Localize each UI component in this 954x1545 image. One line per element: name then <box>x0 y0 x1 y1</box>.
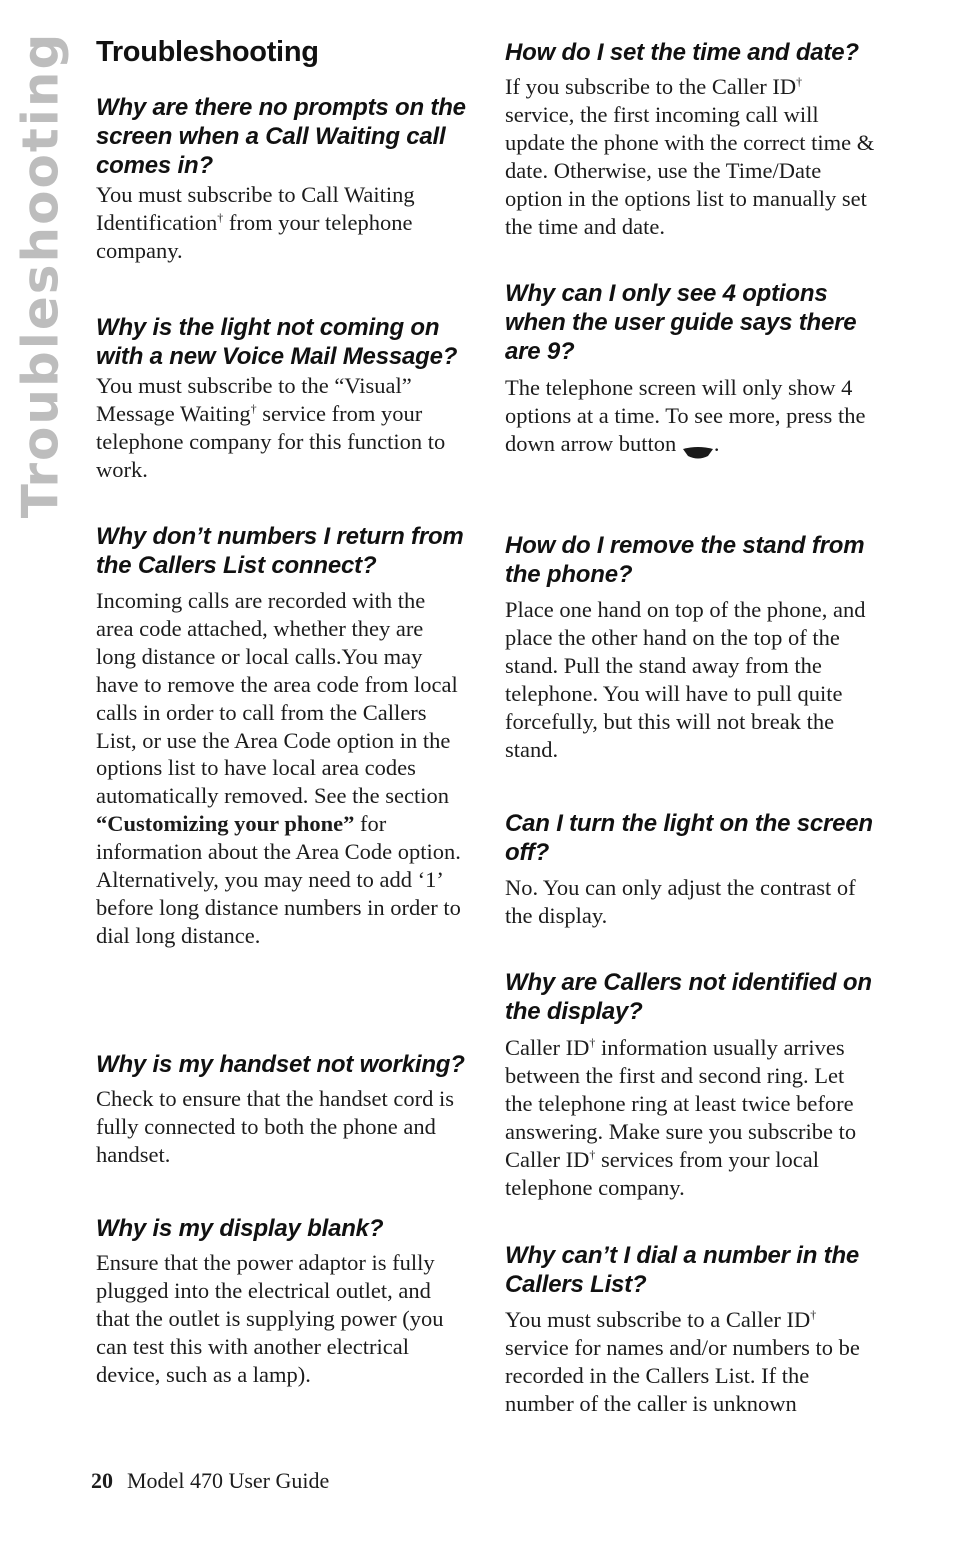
question-voice-mail-light: Why is the light not coming on with a new Voice Mail Message? <box>96 314 458 370</box>
question-four-options: Why can I only see 4 options when the user guide says there are 9? <box>505 280 857 365</box>
answer-call-waiting: You must subscribe to Call Waiting Identification† from your telephone company. <box>96 182 415 263</box>
answer-callers-not-identified: Caller ID† information usually arrives between the first and second ring. Let the telephone ring at least twice before answering. Make sure you subscribe to Caller ID† services from your local telephone company. <box>505 1035 857 1200</box>
footer-guide-title: Model 470 User Guide <box>127 1468 330 1493</box>
question-handset: Why is my handset not working? <box>96 1051 465 1078</box>
answer-remove-stand: Place one hand on top of the phone, and place the other hand on the top of the stand. Pull the stand away from the telephone. You will have to pull quite forcefully, but this will not break the stand. <box>505 597 866 762</box>
question-display-blank: Why is my display blank? <box>96 1215 384 1242</box>
question-call-waiting: Why are there no prompts on the screen when a Call Waiting call comes in? <box>96 94 466 179</box>
answer-display-blank: Ensure that the power adaptor is fully plugged into the electrical outlet, and that the outlet is supplying power (you can test this with another electrical device, such as a lamp). <box>96 1250 444 1387</box>
down-arrow-button-icon <box>682 439 714 453</box>
question-remove-stand: How do I remove the stand from the phone? <box>505 532 865 588</box>
side-tab-label: Troubleshooting <box>11 31 70 519</box>
answer-screen-light: No. You can only adjust the contrast of the display. <box>505 875 856 928</box>
answer-dial-callers-list: You must subscribe to a Caller ID† service for names and/or numbers to be recorded in the Callers List. If the number of the caller is unknown <box>505 1307 860 1416</box>
answer-handset: Check to ensure that the handset cord is fully connected to both the phone and handset. <box>96 1086 455 1167</box>
section-side-tab <box>11 31 70 519</box>
page-title: Troubleshooting <box>96 36 319 68</box>
answer-voice-mail-light: You must subscribe to the “Visual” Message Waiting† service from your telephone company for this function to work. <box>96 373 446 482</box>
answer-callers-list-connect: Incoming calls are recorded with the area code attached, whether they are long distance or local calls.You may have to remove the area code from local calls in order to call from the Callers List, or use the Area Code option in the options list to have local area codes automatically removed. See the section “Customizing your phone” for information about the Area Code option. Alternatively, you may need to add ‘1’ before long distance numbers in order to dial long distance. <box>96 588 461 948</box>
page-footer <box>91 1468 329 1494</box>
answer-time-date: If you subscribe to the Caller ID† service, the first incoming call will update the phone with the correct time & date. Otherwise, use the Time/Date option in the options list to manually set the time and date. <box>505 74 875 239</box>
answer-four-options: The telephone screen will only show 4 options at a time. To see more, press the down arrow button . <box>505 374 875 458</box>
page-number: 20 <box>91 1468 113 1493</box>
question-screen-light: Can I turn the light on the screen off? <box>505 810 873 866</box>
question-dial-callers-list: Why can’t I dial a number in the Callers List? <box>505 1242 860 1298</box>
question-callers-list-connect: Why don’t numbers I return from the Callers List connect? <box>96 523 464 579</box>
question-callers-not-identified: Why are Callers not identified on the display? <box>505 969 872 1025</box>
question-time-date: How do I set the time and date? <box>505 39 859 66</box>
